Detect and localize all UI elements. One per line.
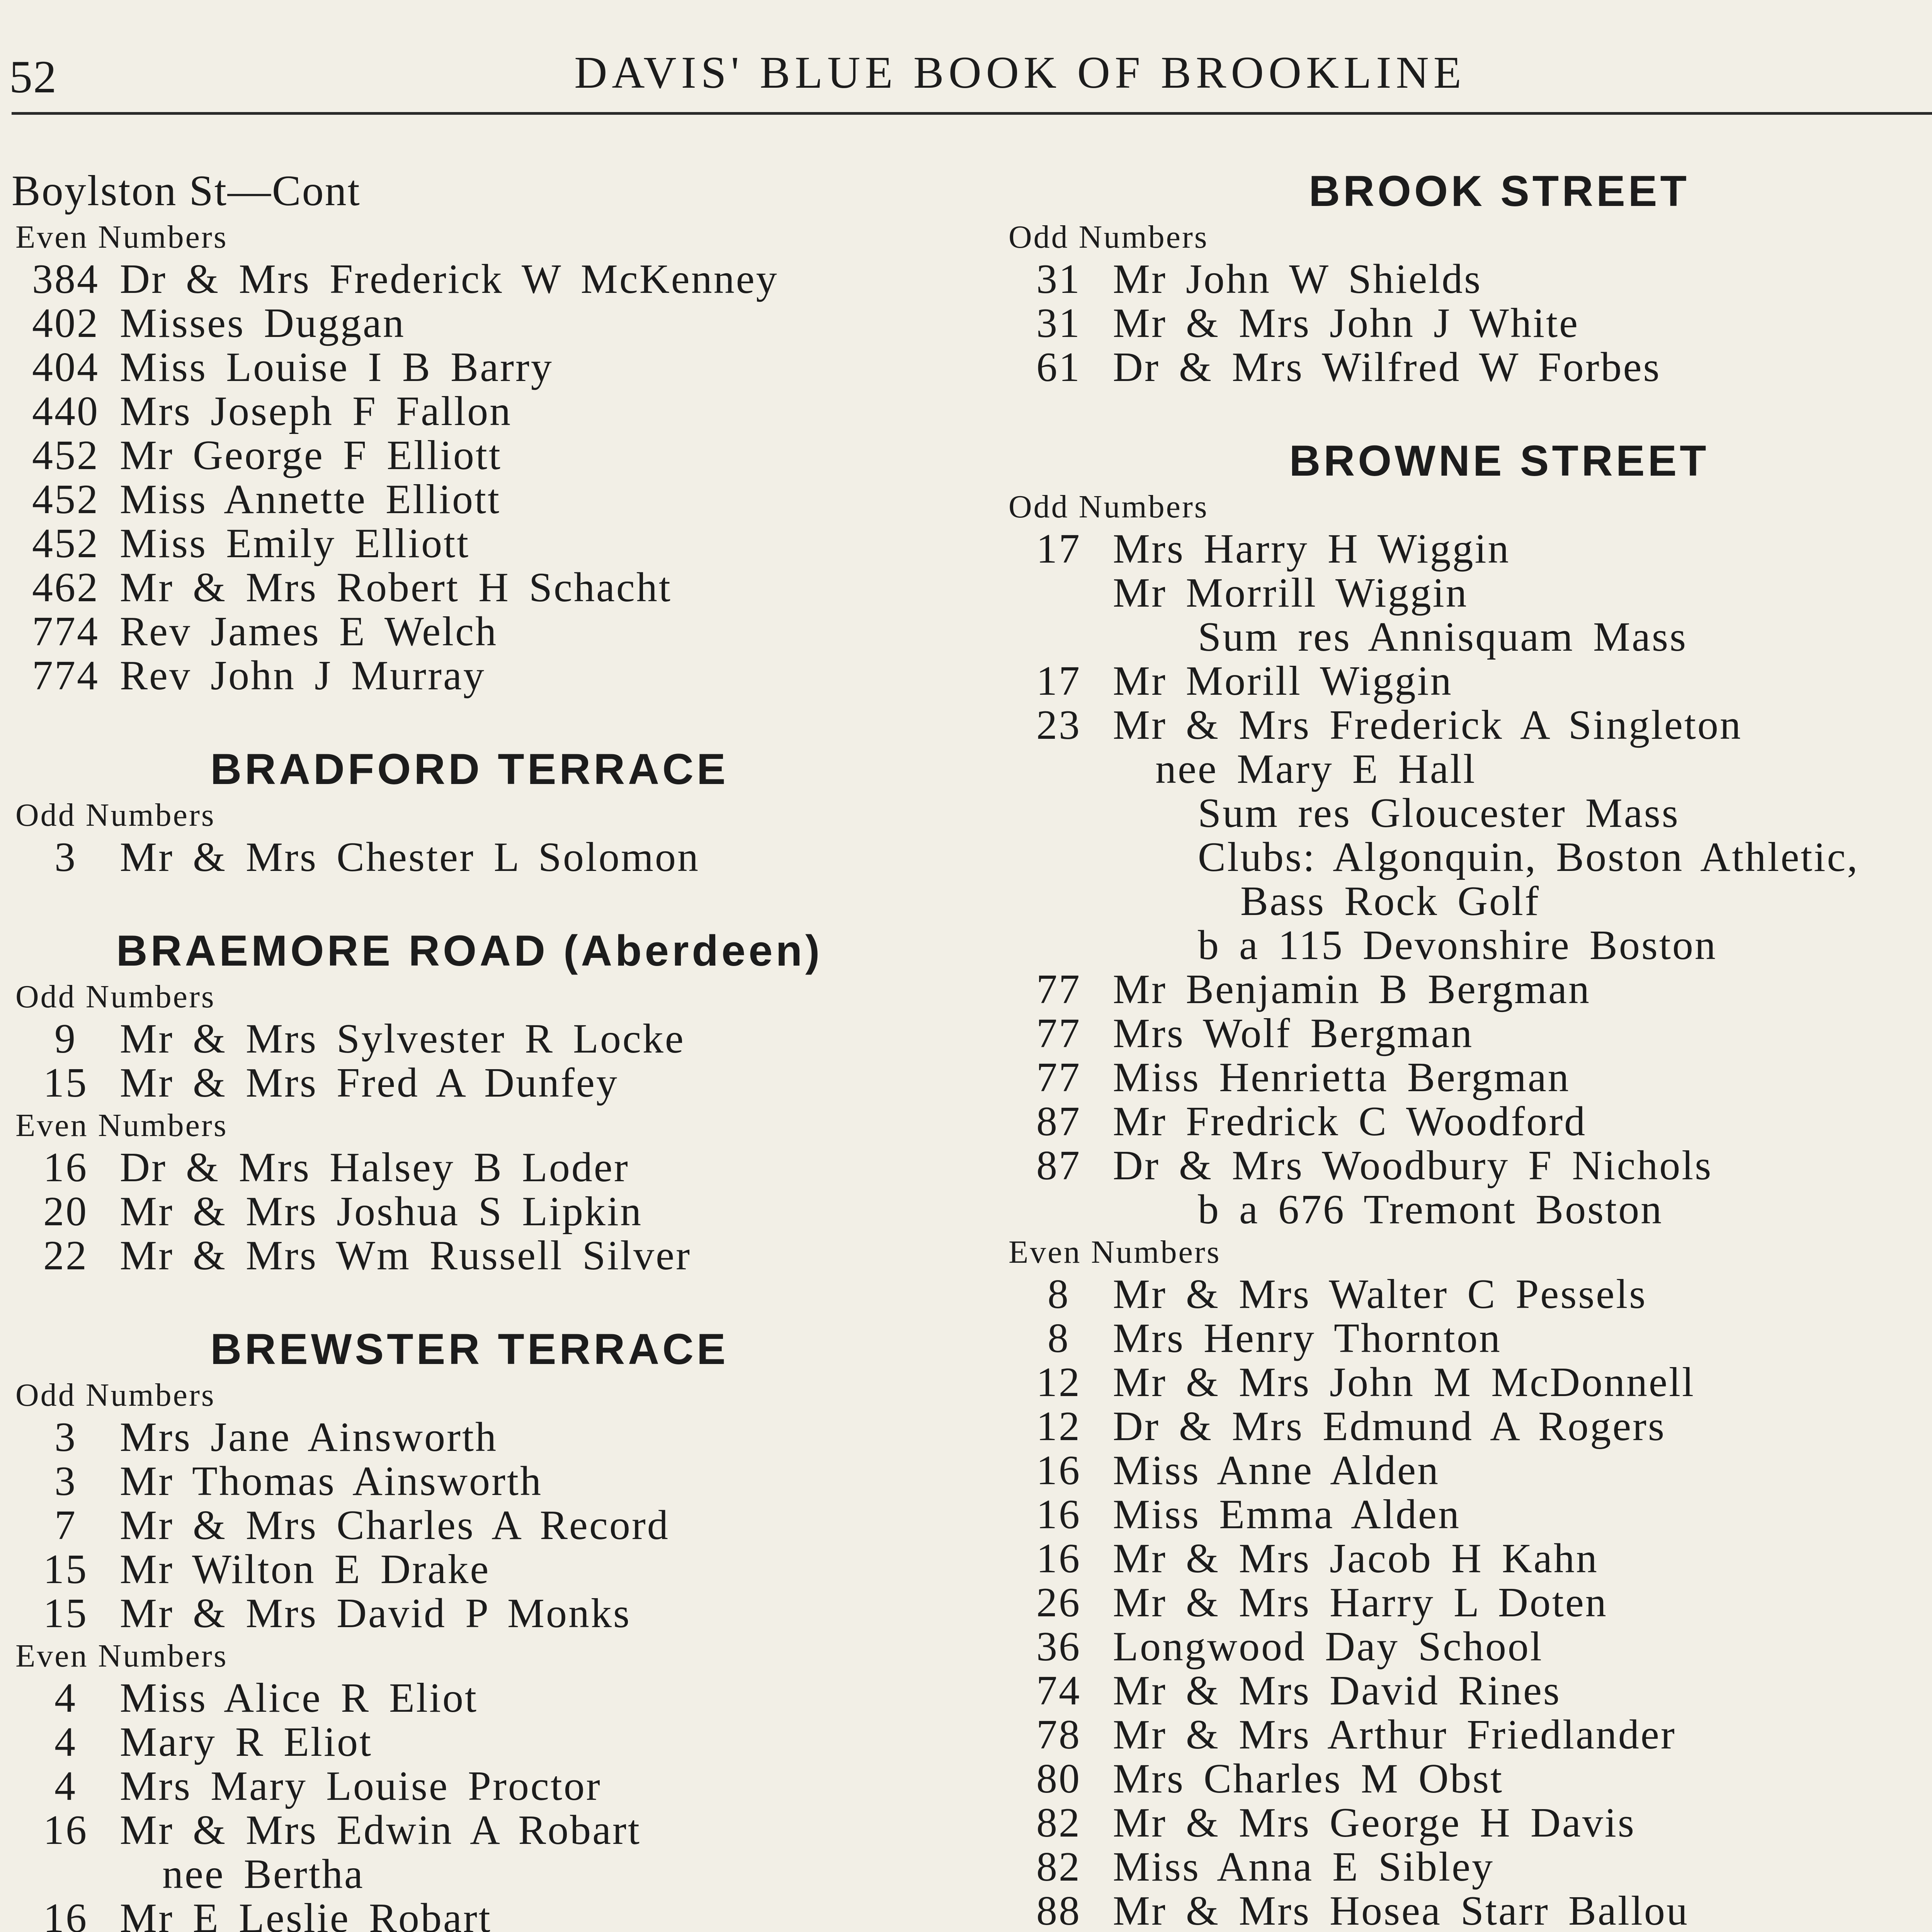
directory-entry: [12, 301, 927, 345]
directory-entry: [12, 345, 927, 389]
directory-entry: [1005, 301, 1932, 345]
resident-name: Miss Louise I B Barry: [120, 344, 553, 390]
resident-name: nee Mary E Hall: [1155, 746, 1476, 792]
numbers-subhead: Odd Numbers: [15, 797, 216, 833]
resident-name: Miss Anna E Sibley: [1113, 1844, 1495, 1890]
resident-name: Mrs Wolf Bergman: [1113, 1010, 1474, 1056]
directory-entry: [12, 1852, 927, 1896]
resident-name: Mr & Mrs Wm Russell Silver: [120, 1233, 692, 1279]
house-number: 16: [1036, 1447, 1081, 1493]
resident-name: Mr Benjamin B Bergman: [1113, 966, 1591, 1012]
house-number: 4: [54, 1763, 77, 1809]
house-number: 384: [32, 256, 99, 302]
street-title: BREWSTER TERRACE: [210, 1325, 729, 1373]
directory-entry: [1005, 659, 1932, 703]
resident-name: Mr & Mrs Jacob H Kahn: [1113, 1536, 1599, 1582]
house-number: 31: [1036, 256, 1081, 302]
directory-entry: [1005, 1581, 1932, 1625]
directory-entry: [1005, 1493, 1932, 1537]
house-number: 26: [1036, 1580, 1081, 1626]
house-number: 404: [32, 344, 99, 390]
resident-name: Miss Henrietta Bergman: [1113, 1054, 1570, 1100]
resident-name: Mr Morill Wiggin: [1113, 658, 1453, 704]
resident-name: Dr & Mrs Woodbury F Nichols: [1113, 1143, 1713, 1189]
directory-entry: [12, 1720, 927, 1764]
resident-name: Mr & Mrs Walter C Pessels: [1113, 1271, 1647, 1317]
house-number: 8: [1048, 1271, 1070, 1317]
resident-name: Dr & Mrs Edmund A Rogers: [1113, 1403, 1666, 1449]
house-number: 3: [54, 1458, 77, 1504]
resident-name: Rev John J Murray: [120, 653, 486, 699]
house-number: 16: [43, 1895, 88, 1932]
house-number: 15: [43, 1590, 88, 1636]
house-number: 23: [1036, 702, 1081, 748]
numbers-subhead: Odd Numbers: [15, 1377, 216, 1413]
resident-name: Mary R Eliot: [120, 1719, 372, 1765]
directory-entry: [12, 610, 927, 654]
directory-entry: [12, 257, 927, 301]
directory-entry: [1005, 1188, 1932, 1232]
house-number: [1005, 571, 1113, 615]
directory-entry: [12, 1676, 927, 1720]
directory-entry: [1005, 747, 1932, 791]
resident-name: Mr & Mrs Hosea Starr Ballou: [1113, 1888, 1689, 1932]
house-number: [1005, 615, 1113, 659]
house-number: 12: [1036, 1359, 1081, 1405]
house-number: [1005, 791, 1113, 835]
directory-entry: [1005, 1845, 1932, 1889]
directory-entry: [12, 566, 927, 610]
resident-name: Mrs Charles M Obst: [1113, 1756, 1503, 1802]
directory-entry: [12, 1808, 927, 1852]
directory-entry: [1005, 1405, 1932, 1449]
resident-name: Mr Wilton E Drake: [120, 1546, 490, 1592]
house-number: [1005, 1188, 1113, 1232]
house-number: 7: [54, 1502, 77, 1548]
resident-name: b a 115 Devonshire Boston: [1198, 922, 1717, 968]
directory-entry: [1005, 1012, 1932, 1056]
directory-entry: [12, 1415, 927, 1459]
resident-name: b a 676 Tremont Boston: [1198, 1187, 1663, 1233]
house-number: 36: [1036, 1624, 1081, 1670]
resident-name: Mr & Mrs Chester L Solomon: [120, 834, 700, 880]
resident-name: Bass Rock Golf: [1240, 878, 1540, 924]
directory-entry: [1005, 703, 1932, 747]
directory-entry: [12, 1764, 927, 1808]
house-number: 87: [1036, 1099, 1081, 1145]
running-title: DAVIS' BLUE BOOK OF BROOKLINE: [574, 47, 1466, 98]
house-number: 78: [1036, 1712, 1081, 1758]
resident-name: Mrs Mary Louise Proctor: [120, 1763, 602, 1809]
house-number: [1005, 923, 1113, 968]
resident-name: Mr George F Elliott: [120, 432, 502, 478]
directory-entry: [12, 1190, 927, 1234]
house-number: 8: [1048, 1315, 1070, 1361]
directory-entry: [12, 389, 927, 434]
numbers-subhead: Even Numbers: [15, 1638, 228, 1674]
right-column: [1005, 166, 1932, 1932]
house-number: 61: [1036, 344, 1081, 390]
house-number: 20: [43, 1189, 88, 1235]
resident-name: Mr & Mrs Edwin A Robart: [120, 1807, 641, 1853]
resident-name: Mrs Harry H Wiggin: [1113, 526, 1510, 572]
directory-entry: [1005, 923, 1932, 968]
resident-name: Longwood Day School: [1113, 1624, 1543, 1670]
resident-name: Mrs Henry Thornton: [1113, 1315, 1502, 1361]
resident-name: Mr Morrill Wiggin: [1113, 570, 1468, 616]
resident-name: nee Bertha: [162, 1851, 364, 1897]
resident-name: Misses Duggan: [120, 300, 405, 346]
house-number: 82: [1036, 1800, 1081, 1846]
resident-name: Mr Thomas Ainsworth: [120, 1458, 543, 1504]
house-number: 774: [32, 609, 99, 655]
resident-name: Mr & Mrs David P Monks: [120, 1590, 631, 1636]
house-number: [1005, 835, 1113, 879]
left-column: [12, 166, 927, 1932]
house-number: 440: [32, 388, 99, 434]
directory-entry: [1005, 1316, 1932, 1361]
house-number: 16: [1036, 1492, 1081, 1537]
house-number: 4: [54, 1719, 77, 1765]
directory-entry: [12, 522, 927, 566]
house-number: 77: [1036, 966, 1081, 1012]
directory-entry: [12, 478, 927, 522]
directory-entry: [12, 654, 927, 698]
street-section: [12, 744, 927, 879]
directory-entry: [1005, 791, 1932, 835]
directory-entry: [1005, 615, 1932, 659]
directory-entry: [1005, 1056, 1932, 1100]
directory-entry: [1005, 1449, 1932, 1493]
numbers-subhead: Even Numbers: [1009, 1234, 1221, 1270]
house-number: 452: [32, 432, 99, 478]
directory-entry: [1005, 1889, 1932, 1932]
resident-name: Mrs Joseph F Fallon: [120, 388, 512, 434]
street-title: BROOK STREET: [1309, 167, 1690, 215]
house-number: 12: [1036, 1403, 1081, 1449]
resident-name: Miss Annette Elliott: [120, 476, 501, 522]
numbers-subhead: Even Numbers: [15, 219, 228, 255]
directory-entry: [1005, 1801, 1932, 1845]
directory-entry: [1005, 345, 1932, 389]
resident-name: Miss Anne Alden: [1113, 1447, 1440, 1493]
house-number: 82: [1036, 1844, 1081, 1890]
directory-entry: [12, 1592, 927, 1636]
street-title: BRAEMORE ROAD (Aberdeen): [116, 927, 823, 975]
numbers-subhead: Odd Numbers: [15, 979, 216, 1015]
directory-entry: [12, 1459, 927, 1503]
directory-entry: [12, 1896, 927, 1932]
street-title: BRADFORD TERRACE: [210, 745, 729, 793]
resident-name: Sum res Annisquam Mass: [1198, 614, 1688, 660]
house-number: 15: [43, 1546, 88, 1592]
house-number: 9: [54, 1016, 77, 1062]
house-number: 452: [32, 520, 99, 566]
street-section: [12, 166, 927, 698]
resident-name: Miss Emily Elliott: [120, 520, 470, 566]
resident-name: Mr & Mrs David Rines: [1113, 1668, 1561, 1714]
directory-entry: [12, 1061, 927, 1105]
house-number: 80: [1036, 1756, 1081, 1802]
house-number: 3: [54, 1414, 77, 1460]
directory-entry: [1005, 1669, 1932, 1713]
directory-entry: [1005, 879, 1932, 923]
house-number: 22: [43, 1233, 88, 1279]
directory-entry: [1005, 1100, 1932, 1144]
resident-name: Rev James E Welch: [120, 609, 498, 655]
street-title: BROWNE STREET: [1289, 437, 1709, 485]
directory-entry: [12, 1017, 927, 1061]
resident-name: Mr John W Shields: [1113, 256, 1482, 302]
directory-entry: [1005, 527, 1932, 571]
directory-entry: [12, 1234, 927, 1278]
house-number: 77: [1036, 1010, 1081, 1056]
directory-entry: [1005, 1144, 1932, 1188]
resident-name: Dr & Mrs Halsey B Loder: [120, 1145, 629, 1190]
directory-entry: [1005, 1625, 1932, 1669]
resident-name: Mr & Mrs Fred A Dunfey: [120, 1060, 619, 1106]
resident-name: Clubs: Algonquin, Boston Athletic,: [1198, 834, 1859, 880]
house-number: [12, 1852, 120, 1896]
house-number: 4: [54, 1675, 77, 1721]
house-number: 16: [1036, 1536, 1081, 1582]
resident-name: Miss Alice R Eliot: [120, 1675, 478, 1721]
resident-name: Mrs Jane Ainsworth: [120, 1414, 498, 1460]
numbers-subhead: Even Numbers: [15, 1107, 228, 1143]
street-section: [1005, 166, 1932, 389]
house-number: 452: [32, 476, 99, 522]
resident-name: Mr & Mrs Charles A Record: [120, 1502, 670, 1548]
directory-entry: [12, 434, 927, 478]
street-section: [1005, 436, 1932, 1932]
directory-entry: [12, 835, 927, 879]
header-rule: [12, 112, 1932, 115]
page-number: 52: [9, 51, 57, 102]
street-title: Boylston St—Cont: [12, 167, 361, 215]
resident-name: Mr E Leslie Robart: [120, 1895, 492, 1932]
directory-entry: [12, 1503, 927, 1548]
resident-name: Mr & Mrs John J White: [1113, 300, 1580, 346]
resident-name: Mr & Mrs Robert H Schacht: [120, 565, 672, 611]
directory-entry: [1005, 835, 1932, 879]
house-number: 77: [1036, 1054, 1081, 1100]
house-number: 16: [43, 1807, 88, 1853]
directory-entry: [1005, 257, 1932, 301]
directory-entry: [1005, 1757, 1932, 1801]
house-number: 15: [43, 1060, 88, 1106]
directory-entry: [1005, 1272, 1932, 1316]
resident-name: Dr & Mrs Frederick W McKenney: [120, 256, 779, 302]
numbers-subhead: Odd Numbers: [1009, 489, 1209, 525]
directory-entry: [1005, 1361, 1932, 1405]
house-number: 402: [32, 300, 99, 346]
house-number: 462: [32, 565, 99, 611]
resident-name: Mr & Mrs Harry L Doten: [1113, 1580, 1608, 1626]
house-number: [1005, 747, 1113, 791]
resident-name: Mr & Mrs Sylvester R Locke: [120, 1016, 685, 1062]
street-section: [12, 926, 927, 1278]
house-number: 17: [1036, 658, 1081, 704]
resident-name: Mr & Mrs Arthur Friedlander: [1113, 1712, 1676, 1758]
resident-name: Mr Fredrick C Woodford: [1113, 1099, 1587, 1145]
house-number: 3: [54, 834, 77, 880]
directory-entry: [1005, 571, 1932, 615]
house-number: 87: [1036, 1143, 1081, 1189]
house-number: 74: [1036, 1668, 1081, 1714]
house-number: [1005, 879, 1113, 923]
resident-name: Miss Emma Alden: [1113, 1492, 1461, 1537]
house-number: 774: [32, 653, 99, 699]
directory-entry: [1005, 1713, 1932, 1757]
house-number: 16: [43, 1145, 88, 1190]
resident-name: Mr & Mrs George H Davis: [1113, 1800, 1636, 1846]
directory-entry: [1005, 1537, 1932, 1581]
house-number: 17: [1036, 526, 1081, 572]
directory-entry: [12, 1146, 927, 1190]
resident-name: Sum res Gloucester Mass: [1198, 790, 1680, 836]
resident-name: Mr & Mrs Joshua S Lipkin: [120, 1189, 643, 1235]
numbers-subhead: Odd Numbers: [1009, 219, 1209, 255]
resident-name: Mr & Mrs Frederick A Singleton: [1113, 702, 1742, 748]
directory-entry: [1005, 968, 1932, 1012]
house-number: 88: [1036, 1888, 1081, 1932]
house-number: 31: [1036, 300, 1081, 346]
resident-name: Mr & Mrs John M McDonnell: [1113, 1359, 1695, 1405]
street-section: [12, 1324, 927, 1932]
page-header: [0, 43, 1932, 120]
directory-entry: [12, 1548, 927, 1592]
resident-name: Dr & Mrs Wilfred W Forbes: [1113, 344, 1661, 390]
